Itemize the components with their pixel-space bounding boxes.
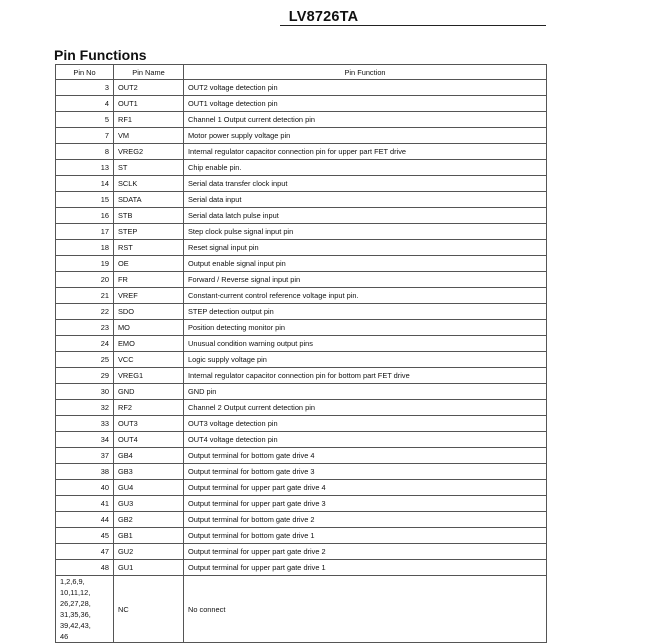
pin-name-cell: RST <box>114 240 184 256</box>
pin-name-cell: GND <box>114 384 184 400</box>
pin-no-cell: 47 <box>56 544 114 560</box>
pin-no-cell: 33 <box>56 416 114 432</box>
pin-name-cell: NC <box>114 576 184 643</box>
pin-name-cell: ST <box>114 160 184 176</box>
pin-function-cell: Reset signal input pin <box>184 240 547 256</box>
table-row <box>56 304 547 320</box>
pin-name-cell: OUT1 <box>114 96 184 112</box>
pin-name-cell: EMO <box>114 336 184 352</box>
pin-name-cell: VREG1 <box>114 368 184 384</box>
pin-function-cell: Output enable signal input pin <box>184 256 547 272</box>
pin-no-cell: 5 <box>56 112 114 128</box>
table-row <box>56 544 547 560</box>
pin-name-cell: FR <box>114 272 184 288</box>
pin-no-cell: 22 <box>56 304 114 320</box>
pin-function-cell: Output terminal for bottom gate drive 3 <box>184 464 547 480</box>
pin-function-cell: Output terminal for bottom gate drive 1 <box>184 528 547 544</box>
pin-function-cell: Position detecting monitor pin <box>184 320 547 336</box>
pin-no-cell: 18 <box>56 240 114 256</box>
pin-name-cell: OUT2 <box>114 80 184 96</box>
pin-name-cell: GB2 <box>114 512 184 528</box>
pin-function-cell: No connect <box>184 576 547 643</box>
pin-no-cell: 24 <box>56 336 114 352</box>
pin-name-cell: RF2 <box>114 400 184 416</box>
table-row <box>56 160 547 176</box>
pin-function-cell: Step clock pulse signal input pin <box>184 224 547 240</box>
pin-function-cell: Channel 1 Output current detection pin <box>184 112 547 128</box>
table-row <box>56 448 547 464</box>
pin-name-cell: GB4 <box>114 448 184 464</box>
pin-no-cell: 34 <box>56 432 114 448</box>
pin-function-cell: Output terminal for upper part gate drive 4 <box>184 480 547 496</box>
pin-name-cell: GU3 <box>114 496 184 512</box>
pin-function-cell: Internal regulator capacitor connection pin for upper part FET drive <box>184 144 547 160</box>
pin-name-cell: VREF <box>114 288 184 304</box>
pin-function-cell: Output terminal for upper part gate drive 2 <box>184 544 547 560</box>
pin-function-cell: Chip enable pin. <box>184 160 547 176</box>
pin-function-cell: Motor power supply voltage pin <box>184 128 547 144</box>
pin-name-cell: GB1 <box>114 528 184 544</box>
document-title: LV8726TA <box>288 9 359 25</box>
table-row <box>56 240 547 256</box>
pin-function-cell: Unusual condition warning output pins <box>184 336 547 352</box>
table-row <box>56 144 547 160</box>
table-row <box>56 272 547 288</box>
pin-no-cell: 41 <box>56 496 114 512</box>
pin-function-cell: OUT1 voltage detection pin <box>184 96 547 112</box>
pin-name-cell: GB3 <box>114 464 184 480</box>
table-row <box>56 416 547 432</box>
pin-function-cell: Constant-current control reference voltage input pin. <box>184 288 547 304</box>
pin-no-cell: 16 <box>56 208 114 224</box>
pin-no-cell: 23 <box>56 320 114 336</box>
table-row <box>56 480 547 496</box>
table-row <box>56 192 547 208</box>
table-row <box>56 352 547 368</box>
pin-name-cell: OUT3 <box>114 416 184 432</box>
pin-no-cell: 29 <box>56 368 114 384</box>
table-row <box>56 256 547 272</box>
pin-name-cell: STEP <box>114 224 184 240</box>
pin-name-cell: SDO <box>114 304 184 320</box>
table-row <box>56 496 547 512</box>
table-row <box>56 432 547 448</box>
pin-no-cell: 7 <box>56 128 114 144</box>
pin-function-cell: OUT4 voltage detection pin <box>184 432 547 448</box>
pin-name-cell: OUT4 <box>114 432 184 448</box>
pin-name-cell: STB <box>114 208 184 224</box>
pin-function-cell: Internal regulator capacitor connection pin for bottom part FET drive <box>184 368 547 384</box>
pin-no-cell: 8 <box>56 144 114 160</box>
pin-no-cell: 4 <box>56 96 114 112</box>
pin-name-cell: SDATA <box>114 192 184 208</box>
pin-function-cell: OUT3 voltage detection pin <box>184 416 547 432</box>
pin-no-cell: 44 <box>56 512 114 528</box>
pin-no-cell: 45 <box>56 528 114 544</box>
pin-no-cell: 14 <box>56 176 114 192</box>
pin-name-cell: GU2 <box>114 544 184 560</box>
table-row <box>56 512 547 528</box>
pin-function-cell: Serial data transfer clock input <box>184 176 547 192</box>
table-row-nc <box>56 576 547 643</box>
pin-function-cell: Forward / Reverse signal input pin <box>184 272 547 288</box>
pin-no-cell: 48 <box>56 560 114 576</box>
pin-no-cell: 30 <box>56 384 114 400</box>
pin-name-cell: OE <box>114 256 184 272</box>
table-row <box>56 288 547 304</box>
pin-name-cell: MO <box>114 320 184 336</box>
pin-name-cell: GU1 <box>114 560 184 576</box>
pin-function-cell: Output terminal for bottom gate drive 2 <box>184 512 547 528</box>
table-row <box>56 368 547 384</box>
pin-no-cell: 32 <box>56 400 114 416</box>
pin-no-cell: 15 <box>56 192 114 208</box>
pin-no-cell: 19 <box>56 256 114 272</box>
pin-no-cell: 40 <box>56 480 114 496</box>
table-row <box>56 528 547 544</box>
pin-no-cell: 25 <box>56 352 114 368</box>
title-underline <box>280 25 546 26</box>
pin-function-cell: GND pin <box>184 384 547 400</box>
table-row <box>56 320 547 336</box>
pin-no-cell: 38 <box>56 464 114 480</box>
pin-function-cell: Channel 2 Output current detection pin <box>184 400 547 416</box>
pin-no-cell: 17 <box>56 224 114 240</box>
pin-name-cell: VREG2 <box>114 144 184 160</box>
table-row <box>56 176 547 192</box>
pin-function-cell: Output terminal for upper part gate drive 1 <box>184 560 547 576</box>
pin-name-cell: VCC <box>114 352 184 368</box>
table-row <box>56 80 547 96</box>
header-pin-no: Pin No <box>56 65 114 80</box>
pin-name-cell: RF1 <box>114 112 184 128</box>
table-row <box>56 384 547 400</box>
table-row <box>56 336 547 352</box>
pin-function-cell: Serial data latch pulse input <box>184 208 547 224</box>
pin-function-cell: Logic supply voltage pin <box>184 352 547 368</box>
header-pin-function: Pin Function <box>184 65 547 80</box>
pin-name-cell: GU4 <box>114 480 184 496</box>
pin-no-cell: 37 <box>56 448 114 464</box>
table-row <box>56 112 547 128</box>
table-row <box>56 128 547 144</box>
section-title: Pin Functions <box>54 47 147 63</box>
table-row <box>56 400 547 416</box>
pin-functions-table <box>55 64 547 643</box>
pin-no-cell: 21 <box>56 288 114 304</box>
table-row <box>56 96 547 112</box>
pin-function-cell: Output terminal for upper part gate drive 3 <box>184 496 547 512</box>
table-header-row <box>56 65 547 80</box>
pin-name-cell: SCLK <box>114 176 184 192</box>
table-row <box>56 560 547 576</box>
pin-function-cell: STEP detection output pin <box>184 304 547 320</box>
pin-function-cell: Output terminal for bottom gate drive 4 <box>184 448 547 464</box>
table-row <box>56 224 547 240</box>
pin-no-cell: 13 <box>56 160 114 176</box>
pin-function-cell: Serial data input <box>184 192 547 208</box>
pin-no-cell: 1,2,6,9, 10,11,12, 26,27,28, 31,35,36, 39,42,43, 46 <box>56 576 114 643</box>
header-pin-name: Pin Name <box>114 65 184 80</box>
pin-name-cell: VM <box>114 128 184 144</box>
pin-no-cell: 3 <box>56 80 114 96</box>
table-row <box>56 208 547 224</box>
table-row <box>56 464 547 480</box>
pin-function-cell: OUT2 voltage detection pin <box>184 80 547 96</box>
pin-no-cell: 20 <box>56 272 114 288</box>
